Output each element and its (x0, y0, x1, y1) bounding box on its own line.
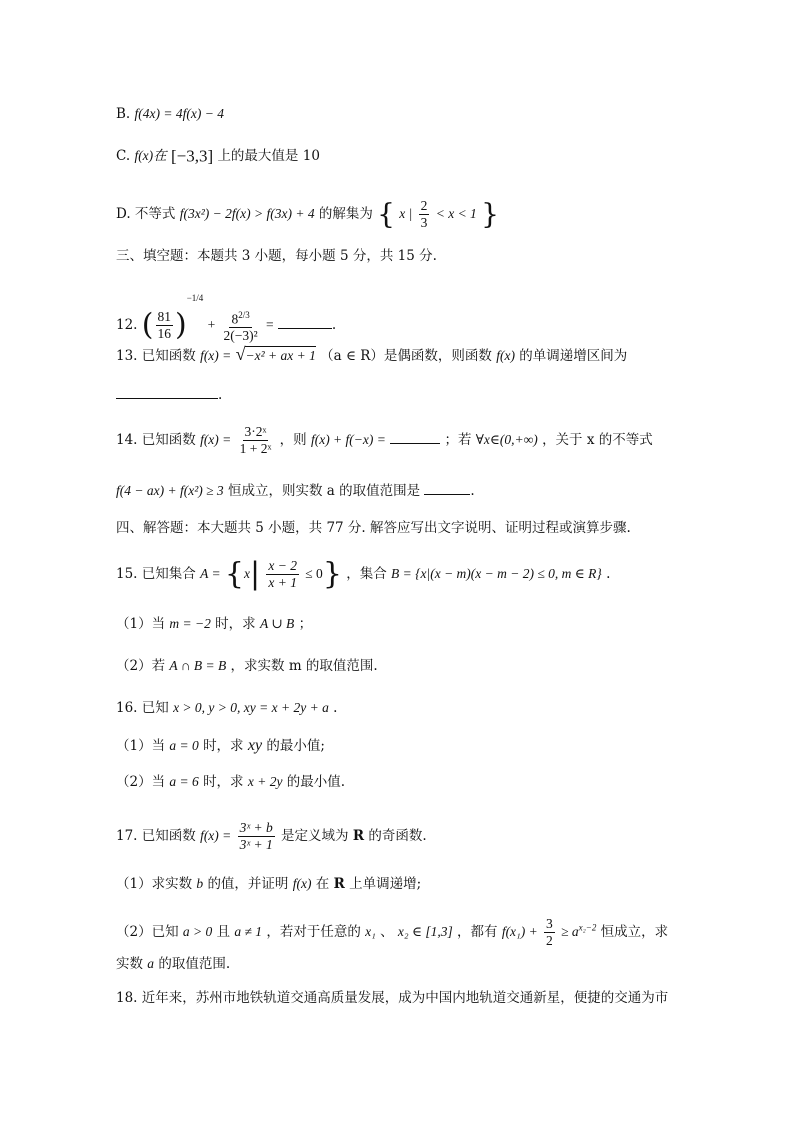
q16-pre: 16. 已知 (116, 700, 169, 716)
q14-answer-blank-1[interactable] (390, 429, 440, 444)
q14-line-2-expression: f(4 − ax) + f(x²) ≥ 3 (116, 483, 224, 498)
q13-mid: （a ∈ R）是偶函数，则函数 (320, 348, 492, 364)
q17-2-post: 恒成立，求 (600, 924, 669, 940)
option-b (116, 104, 694, 124)
q17-1-pre: （1）求实数 (116, 876, 193, 892)
q13-pre: 13. 已知函数 (116, 348, 196, 364)
q17-1-mid-2: 在 (315, 876, 330, 892)
question-13-line-2 (116, 384, 694, 405)
q17-fraction-numerator: 3ˣ + b (239, 820, 273, 835)
option-d-fraction-numerator: 2 (420, 198, 428, 213)
question-14-line-2 (116, 480, 694, 501)
q12-answer-blank[interactable] (278, 314, 332, 329)
q15-end: . (606, 566, 611, 582)
section-4-text: 四、解答题：本大题共 5 小题，共 77 分. 解答应写出文字说明、证明过程或演算步骤. (116, 520, 631, 536)
question-17-part-2 (116, 916, 694, 948)
q15-mid: ，集合 (346, 566, 387, 582)
q17-real-set: R (352, 828, 365, 844)
q16-expression: x > 0, y > 0, xy = x + 2y + a (173, 700, 329, 715)
q14-end: . (470, 483, 475, 499)
q15-fraction (266, 558, 299, 591)
q17-2-pre: （2）已知 (116, 924, 179, 940)
q17-1-post: 上单调递增; (349, 876, 422, 892)
option-d-fraction-denominator: 3 (420, 215, 428, 230)
question-16-part-2 (116, 772, 694, 792)
q13-sqrt-icon: √ (235, 344, 246, 364)
q12-paren-right: ) (175, 307, 187, 343)
q15-set-b: B = {x|(x − m)(x − m − 2) ≤ 0, m ∈ R} (391, 566, 602, 581)
q16-2-pre: （2）当 (116, 774, 166, 790)
q12-exponent-1: −1/4 (186, 293, 204, 303)
q15-bar: | (249, 556, 261, 592)
q17-2-inequality: ≥ a (561, 924, 579, 939)
q16-end: . (333, 700, 338, 716)
q17-2-fraction-denominator: 2 (546, 933, 553, 948)
q17-2-exponent: x₂−2 (578, 922, 597, 933)
option-c-pre: f(x)在 (134, 148, 167, 163)
question-14 (116, 424, 694, 454)
option-d-expression: f(3x²) − 2f(x) > f(3x) + 4 (179, 206, 315, 221)
q17-function: f(x) = (200, 828, 232, 843)
option-c-interval: [−3,3] (170, 146, 214, 166)
q17-2-condition-1: a > 0 (182, 924, 213, 939)
q17-2-fraction (544, 916, 555, 949)
q14-fraction-numerator: 3·2ˣ (244, 424, 267, 439)
q13-end: . (218, 387, 223, 403)
q15-2-pre: （2）若 (116, 658, 166, 674)
q15-1-expression-2: A ∪ B (259, 616, 295, 631)
q14-mid-2: ；若 (444, 432, 472, 448)
q16-1-expression: a = 0 (169, 738, 199, 753)
question-17-part-1 (116, 874, 694, 894)
q12-fraction-1-numerator: 81 (157, 309, 171, 324)
q17-1-mid: 的值，并证明 (207, 876, 289, 892)
question-15-part-1 (116, 614, 694, 634)
option-d-brace-right: } (481, 197, 499, 231)
q15-pre: 15. 已知集合 (116, 566, 196, 582)
q15-1-end: ； (298, 616, 313, 632)
q17-2-and: 且 (216, 924, 231, 940)
q17-2-line-2-a: a (147, 956, 155, 971)
q18-text: 18. 近年来，苏州市地铁轨道交通高质量发展，成为中国内地轨道交通新星，便捷的交通为市 (116, 990, 669, 1006)
q15-1-expression: m = −2 (169, 616, 211, 631)
q14-forall: ∀x∈(0,+∞) (475, 432, 538, 447)
q13-function: f(x) = (200, 348, 232, 363)
q15-2-expression: A ∩ B = B (169, 658, 227, 673)
q17-2-function: f(x₁) + (501, 924, 538, 939)
q17-2-x2: x₂ ∈ [1,3] (397, 924, 453, 939)
question-17-part-2-line-2 (116, 954, 694, 974)
q17-2-line-2-pre: 实数 (116, 956, 143, 972)
option-d-label: D. 不等式 (116, 206, 176, 222)
q15-brace-right: } (322, 556, 342, 592)
q14-expression-1: f(x) + f(−x) = (310, 432, 386, 447)
q15-condition: ≤ 0 (305, 566, 323, 581)
option-c (116, 146, 694, 167)
q17-2-mid-2: ，都有 (457, 924, 498, 940)
q12-eight: 8 (231, 311, 239, 327)
q16-1-expression-2: xy (247, 737, 263, 754)
q15-brace-left: { (224, 556, 244, 592)
q12-equals: = (265, 317, 274, 332)
q15-1-mid: 时，求 (215, 616, 256, 632)
q14-pre: 14. 已知函数 (116, 432, 196, 448)
section-3-text: 三、填空题：本题共 3 小题，每小题 5 分，共 15 分. (116, 248, 437, 264)
question-15 (116, 558, 694, 592)
section-4-heading (116, 518, 694, 538)
q15-set-a-label: A = (200, 566, 221, 581)
option-d-brace-left: { (377, 197, 395, 231)
q12-fraction-1 (156, 309, 174, 342)
q14-fraction-denominator: 1 + 2ˣ (239, 441, 272, 456)
question-18 (116, 988, 694, 1008)
q16-1-pre: （1）当 (116, 738, 166, 754)
q15-2-post: ，求实数 m 的取值范围. (230, 658, 378, 674)
q17-2-mid: ，若对于任意的 (266, 924, 361, 940)
q16-2-mid: 时，求 (203, 774, 244, 790)
q13-radicand: −x² + ax + 1 (245, 348, 316, 363)
q14-mid-3: ，关于 x 的不等式 (542, 432, 653, 448)
q17-2-line-2-post: 的取值范围. (158, 956, 231, 972)
q17-1-real-set: R (333, 876, 345, 892)
q17-2-separator: 、 (380, 924, 394, 940)
q15-1-pre: （1）当 (116, 616, 166, 632)
q17-2-fraction-numerator: 3 (546, 916, 553, 931)
question-16 (116, 698, 694, 718)
option-b-label: B. (116, 106, 131, 122)
q14-line-2-post: 恒成立，则实数 a 的取值范围是 (227, 483, 421, 499)
q13-function-2: f(x) (496, 348, 515, 363)
q12-number: 12. (116, 317, 138, 333)
q16-2-post: 的最小值. (286, 774, 346, 790)
q17-1-function: f(x) (292, 876, 312, 891)
q12-fraction-2-numerator (229, 307, 251, 329)
option-c-label: C. (116, 148, 131, 164)
q12-plus: + (207, 317, 216, 332)
q14-mid-1: ，则 (279, 432, 307, 448)
q16-2-expression: a = 6 (169, 774, 199, 789)
option-b-expression: f(4x) = 4f(x) − 4 (134, 106, 224, 121)
q17-2-condition-2: a ≠ 1 (234, 924, 263, 939)
q17-fraction-denominator: 3ˣ + 1 (239, 837, 273, 852)
q16-1-mid: 时，求 (203, 738, 244, 754)
q17-2-x1: x₁ (365, 924, 376, 939)
section-3-heading (116, 246, 694, 266)
option-c-post: 上的最大值是 10 (217, 148, 320, 164)
q17-1-b: b (196, 876, 204, 891)
q17-mid: 是定义域为 (281, 828, 349, 844)
question-17 (116, 820, 694, 854)
option-d-set-pre: x | (399, 206, 413, 221)
q17-fraction (238, 820, 275, 853)
question-12 (116, 288, 694, 344)
question-16-part-1 (116, 736, 694, 756)
option-d-set-post: < x < 1 (435, 206, 477, 221)
q14-answer-blank-2[interactable] (424, 480, 470, 495)
q15-set-a-variable: x (243, 566, 250, 581)
q12-fraction-2 (222, 307, 260, 345)
option-d-mid: 的解集为 (318, 206, 373, 222)
q12-paren-left: ( (141, 307, 154, 343)
q15-fraction-numerator: x − 2 (268, 558, 297, 573)
option-d (116, 198, 694, 231)
question-13 (116, 344, 694, 366)
q12-end: . (331, 317, 337, 333)
q13-answer-blank[interactable] (116, 384, 218, 399)
q16-1-post: 的最小值; (266, 738, 325, 754)
q12-eight-exponent: 2/3 (238, 309, 250, 320)
option-d-fraction (419, 198, 430, 231)
q14-function: f(x) = (200, 432, 232, 447)
q17-post: 的奇函数. (368, 828, 427, 844)
q16-2-expression-2: x + 2y (247, 774, 283, 789)
q17-pre: 17. 已知函数 (116, 828, 196, 844)
q12-fraction-1-denominator: 16 (157, 326, 171, 341)
q15-fraction-denominator: x + 1 (268, 575, 297, 590)
q12-fraction-2-denominator: 2(−3)² (223, 328, 258, 344)
q14-fraction (238, 424, 274, 457)
q13-post: 的单调递增区间为 (519, 348, 628, 364)
question-15-part-2 (116, 656, 694, 676)
